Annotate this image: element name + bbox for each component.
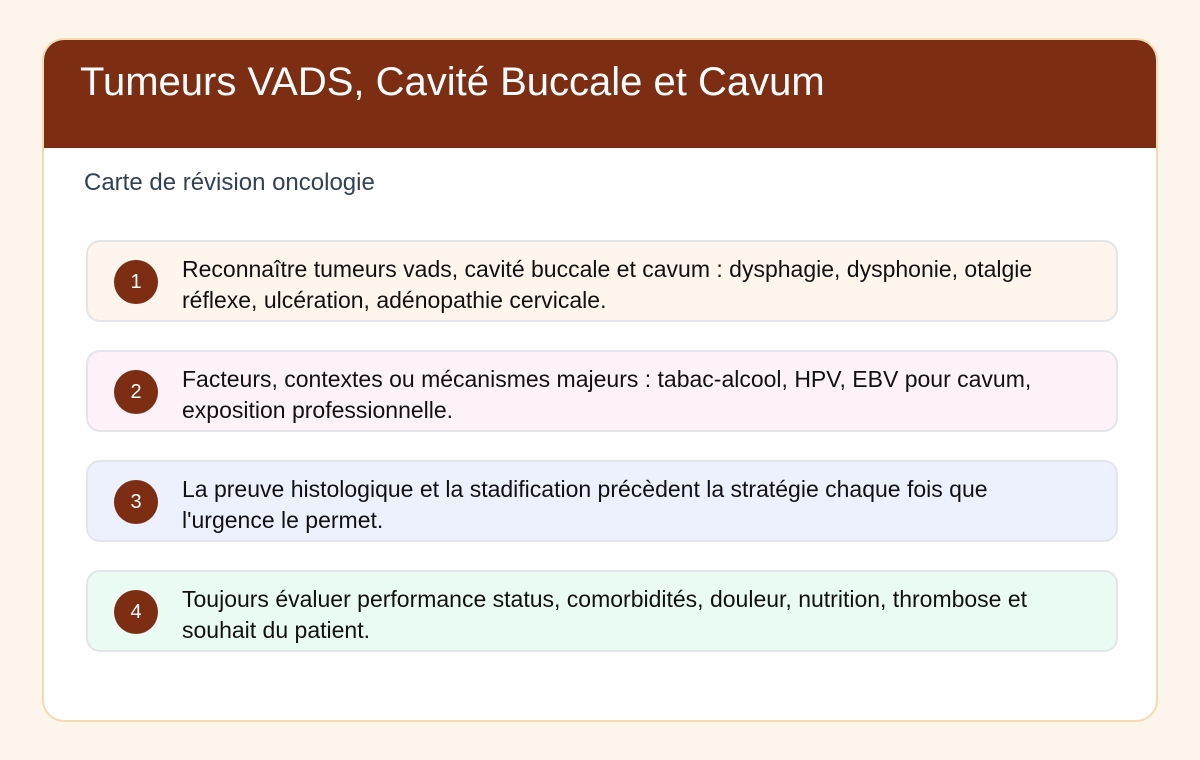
point-item-3 (86, 460, 1118, 542)
point-number-badge: 3 (114, 480, 158, 524)
point-number-badge: 4 (114, 590, 158, 634)
point-item-4 (86, 570, 1118, 652)
point-number-badge: 2 (114, 370, 158, 414)
revision-card (42, 38, 1158, 722)
card-title: Tumeurs VADS, Cavité Buccale et Cavum (80, 60, 825, 104)
point-text: Facteurs, contextes ou mécanismes majeurs : tabac-alcool, HPV, EBV pour cavum, exposition professionnelle. (182, 366, 1032, 423)
point-number-badge: 1 (114, 260, 158, 304)
point-text: Toujours évaluer performance status, comorbidités, douleur, nutrition, thrombose et souhait du patient. (182, 586, 1028, 643)
point-item-1 (86, 240, 1118, 322)
card-header (44, 40, 1156, 148)
point-item-2 (86, 350, 1118, 432)
point-text: La preuve histologique et la stadification précèdent la stratégie chaque fois que l'urgence le permet. (182, 476, 988, 533)
card-subtitle: Carte de révision oncologie (84, 169, 375, 196)
point-text: Reconnaître tumeurs vads, cavité buccale et cavum : dysphagie, dysphonie, otalgie réflexe, ulcération, adénopathie cervicale. (182, 256, 1033, 313)
